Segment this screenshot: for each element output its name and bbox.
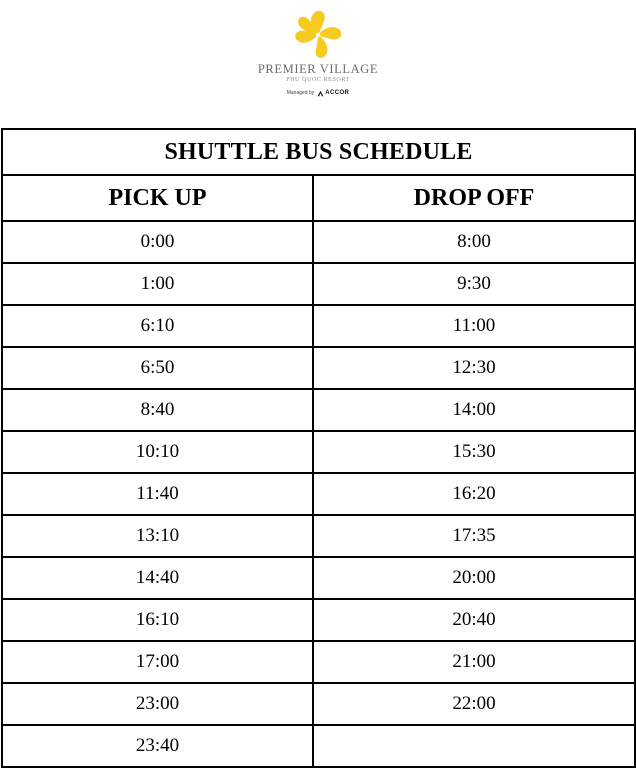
table-row [2,515,635,557]
drop-off-time: 11:00 [313,305,635,347]
brand-name: PREMIER VILLAGE [257,62,379,76]
table-row [2,557,635,599]
pick-up-time: 14:40 [2,557,313,599]
pick-up-time: 6:10 [2,305,313,347]
pick-up-time: 23:00 [2,683,313,725]
accor-logo [317,89,349,97]
table-row [2,641,635,683]
table-row [2,389,635,431]
table-row [2,263,635,305]
drop-off-time: 20:40 [313,599,635,641]
table-title-row [2,129,635,175]
drop-off-time: 22:00 [313,683,635,725]
managed-by-label: Managed by [286,90,315,96]
table-row [2,221,635,263]
drop-off-time: 16:20 [313,473,635,515]
table-row [2,725,635,767]
schedule-title: SHUTTLE BUS SCHEDULE [2,129,635,175]
drop-off-time: 14:00 [313,389,635,431]
brand-managed-by [0,89,636,97]
table-row [2,431,635,473]
pick-up-time: 10:10 [2,431,313,473]
pick-up-time: 6:50 [2,347,313,389]
pick-up-time: 0:00 [2,221,313,263]
pick-up-time: 8:40 [2,389,313,431]
drop-off-time: 12:30 [313,347,635,389]
drop-off-time: 15:30 [313,431,635,473]
table-row [2,683,635,725]
drop-off-time: 17:35 [313,515,635,557]
plumeria-flower-icon [291,8,345,62]
table-row [2,305,635,347]
drop-off-time: 21:00 [313,641,635,683]
pick-up-time: 23:40 [2,725,313,767]
shuttle-schedule-table [1,128,636,768]
table-row [2,473,635,515]
brand-subtitle: PHU QUOC RESORT [286,77,350,83]
pick-up-time: 13:10 [2,515,313,557]
table-header-row [2,175,635,221]
drop-off-time: 9:30 [313,263,635,305]
drop-off-time [313,725,635,767]
drop-off-time: 8:00 [313,221,635,263]
accor-mark-icon [317,90,324,97]
pick-up-time: 16:10 [2,599,313,641]
table-row [2,347,635,389]
resort-logo [0,8,636,108]
pick-up-time: 17:00 [2,641,313,683]
pick-up-header: PICK UP [2,175,313,221]
drop-off-time: 20:00 [313,557,635,599]
pick-up-time: 11:40 [2,473,313,515]
table-row [2,599,635,641]
pick-up-time: 1:00 [2,263,313,305]
drop-off-header: DROP OFF [313,175,635,221]
accor-label: ACCOR [325,90,350,96]
